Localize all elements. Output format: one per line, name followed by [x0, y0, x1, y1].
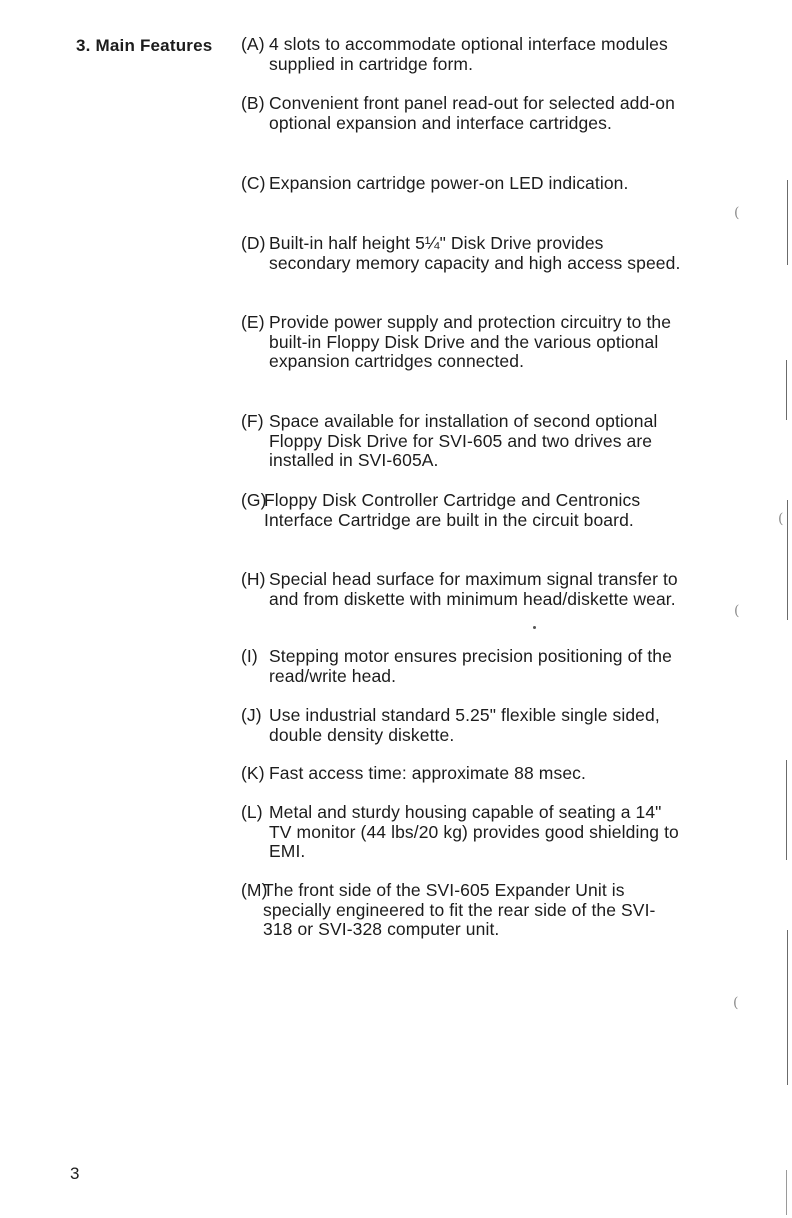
feature-text: Use industrial standard 5.25" flexible single sided, double density diskette. [269, 705, 660, 745]
scan-edge-line [786, 1170, 787, 1215]
feature-text: Provide power supply and protection circuitry to the built-in Floppy Disk Drive and the various optional expansion cartridges connected. [269, 312, 672, 372]
feature-item-d [241, 234, 681, 273]
feature-text: Built-in half height 5¼" Disk Drive provides secondary memory capacity and high access speed. [269, 233, 681, 273]
feature-marker: (D) [241, 233, 266, 253]
feature-item-h [241, 570, 681, 609]
feature-item-e [241, 313, 681, 372]
scan-edge-line [786, 760, 787, 860]
feature-marker: (J) [241, 705, 262, 725]
feature-text: Special head surface for maximum signal transfer to and from diskette with minimum head/diskette wear. [269, 569, 678, 609]
feature-text: Floppy Disk Controller Cartridge and Centronics Interface Cartridge are built in the circuit board. [264, 490, 641, 530]
feature-marker: (A) [241, 34, 265, 54]
feature-text: Convenient front panel read-out for selected add-on optional expansion and interface cartridges. [269, 93, 675, 133]
feature-marker: (G) [241, 490, 267, 510]
scan-edge-line [787, 500, 788, 620]
scan-edge-line [786, 360, 787, 420]
scan-edge-mark: ( [734, 205, 740, 221]
feature-text: 4 slots to accommodate optional interface modules supplied in cartridge form. [269, 34, 668, 74]
scan-edge-mark: ( [733, 995, 739, 1011]
scan-edge-line [787, 930, 788, 1085]
scan-edge-mark: ( [778, 511, 784, 527]
feature-marker: (F) [241, 411, 264, 431]
feature-marker: (M) [241, 880, 268, 900]
feature-item-k [241, 764, 681, 784]
feature-item-a [241, 35, 681, 74]
feature-item-j [241, 706, 681, 745]
scan-edge-line [787, 180, 788, 265]
feature-text: Fast access time: approximate 88 msec. [269, 763, 586, 783]
feature-text: Stepping motor ensures precision positioning of the read/write head. [269, 646, 672, 686]
feature-marker: (C) [241, 173, 266, 193]
feature-item-b [241, 94, 681, 133]
feature-marker: (L) [241, 802, 263, 822]
feature-marker: (H) [241, 569, 266, 589]
feature-item-c [241, 174, 681, 194]
feature-marker: (E) [241, 312, 265, 332]
feature-item-g [241, 491, 681, 530]
feature-text: Space available for installation of second optional Floppy Disk Drive for SVI-605 and two drives are installed in SVI-605A. [269, 411, 658, 471]
feature-marker: (I) [241, 646, 258, 666]
scan-speck [533, 626, 536, 629]
page-number: 3 [70, 1164, 80, 1183]
feature-text: Metal and sturdy housing capable of seating a 14" TV monitor (44 lbs/20 kg) provides good shielding to EMI. [269, 802, 679, 862]
feature-marker: (K) [241, 763, 265, 783]
feature-item-l [241, 803, 681, 862]
feature-text: The front side of the SVI-605 Expander Unit is specially engineered to fit the rear side of the SVI-318 or SVI-328 computer unit. [263, 880, 656, 940]
section-heading: 3. Main Features [76, 36, 213, 55]
scan-edge-mark: ( [734, 603, 740, 619]
feature-item-m [241, 881, 681, 940]
feature-marker: (B) [241, 93, 265, 113]
feature-item-i [241, 647, 681, 686]
feature-item-f [241, 412, 681, 471]
feature-text: Expansion cartridge power-on LED indication. [269, 173, 629, 193]
